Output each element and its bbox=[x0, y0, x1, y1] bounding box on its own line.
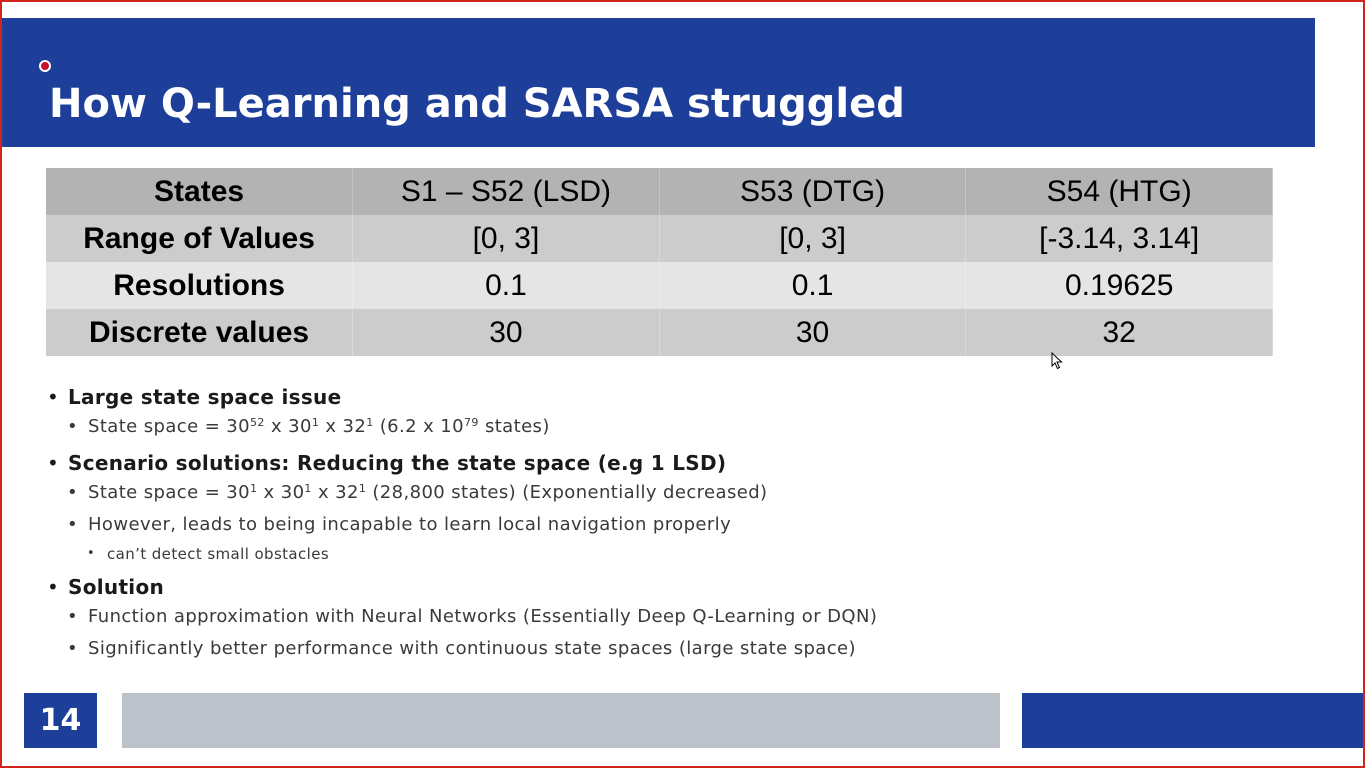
footer-blue-bar bbox=[1022, 693, 1363, 748]
bullet-icon: • bbox=[67, 638, 79, 659]
table-cell: [-3.14, 3.14] bbox=[966, 215, 1273, 262]
bullet-icon: • bbox=[47, 451, 60, 475]
table-row-label: Discrete values bbox=[46, 309, 353, 356]
list-item bbox=[47, 383, 1247, 411]
bullet-text: Function approximation with Neural Networks (Essentially Deep Q-Learning or DQN) bbox=[88, 606, 878, 627]
slide-title: How Q-Learning and SARSA struggled bbox=[49, 81, 905, 127]
list-item bbox=[47, 601, 1247, 633]
table-header-cell: S1 – S52 (LSD) bbox=[353, 168, 660, 215]
bullet-text: can’t detect small obstacles bbox=[107, 545, 330, 563]
table-row bbox=[46, 215, 1273, 262]
bullet-text: Scenario solutions: Reducing the state space (e.g 1 LSD) bbox=[68, 451, 727, 475]
bullet-icon: • bbox=[67, 514, 79, 535]
table-cell: 30 bbox=[659, 309, 966, 356]
bullet-list bbox=[47, 383, 1247, 665]
footer-gray-bar bbox=[122, 693, 1000, 748]
list-item bbox=[47, 573, 1247, 601]
table-row bbox=[46, 262, 1273, 309]
table-cell: [0, 3] bbox=[659, 215, 966, 262]
states-table bbox=[46, 168, 1273, 356]
bullet-text: However, leads to being incapable to learn local navigation properly bbox=[88, 514, 732, 535]
page-number: 14 bbox=[24, 693, 97, 748]
table-header-cell: States bbox=[46, 168, 353, 215]
table-row-label: Range of Values bbox=[46, 215, 353, 262]
list-item bbox=[47, 633, 1247, 665]
table-row bbox=[46, 309, 1273, 356]
table-cell: 30 bbox=[353, 309, 660, 356]
table-cell: 32 bbox=[966, 309, 1273, 356]
table-row-label: Resolutions bbox=[46, 262, 353, 309]
table-header-cell: S53 (DTG) bbox=[659, 168, 966, 215]
bullet-text: Significantly better performance with continuous state spaces (large state space) bbox=[88, 638, 856, 659]
table-cell: [0, 3] bbox=[353, 215, 660, 262]
bullet-text: State space = $30^{52}$ x $30^1$ x $32^1$ (6.2 x $10^{79}$ states) bbox=[88, 416, 550, 437]
bullet-icon: • bbox=[47, 385, 60, 409]
list-item bbox=[47, 477, 1247, 509]
table-cell: 0.1 bbox=[659, 262, 966, 309]
bullet-icon: • bbox=[67, 416, 79, 437]
table-cell: 0.19625 bbox=[966, 262, 1273, 309]
mouse-cursor-icon bbox=[1051, 352, 1063, 370]
table-header-row bbox=[46, 168, 1273, 215]
bullet-icon: • bbox=[47, 575, 60, 599]
list-item bbox=[47, 541, 1247, 567]
list-item bbox=[47, 509, 1247, 541]
list-item bbox=[47, 411, 1247, 443]
bullet-icon: • bbox=[67, 482, 79, 503]
table-cell: 0.1 bbox=[353, 262, 660, 309]
bullet-text: State space = $30^1$ x $30^1$ x $32^1$ (28,800 states) (Exponentially decreased) bbox=[88, 482, 768, 503]
bullet-icon: • bbox=[67, 606, 79, 627]
header-dot-icon bbox=[39, 60, 51, 72]
bullet-icon: • bbox=[87, 546, 96, 561]
table-header-cell: S54 (HTG) bbox=[966, 168, 1273, 215]
bullet-text: Solution bbox=[68, 575, 165, 599]
list-item bbox=[47, 449, 1247, 477]
bullet-text: Large state space issue bbox=[68, 385, 342, 409]
